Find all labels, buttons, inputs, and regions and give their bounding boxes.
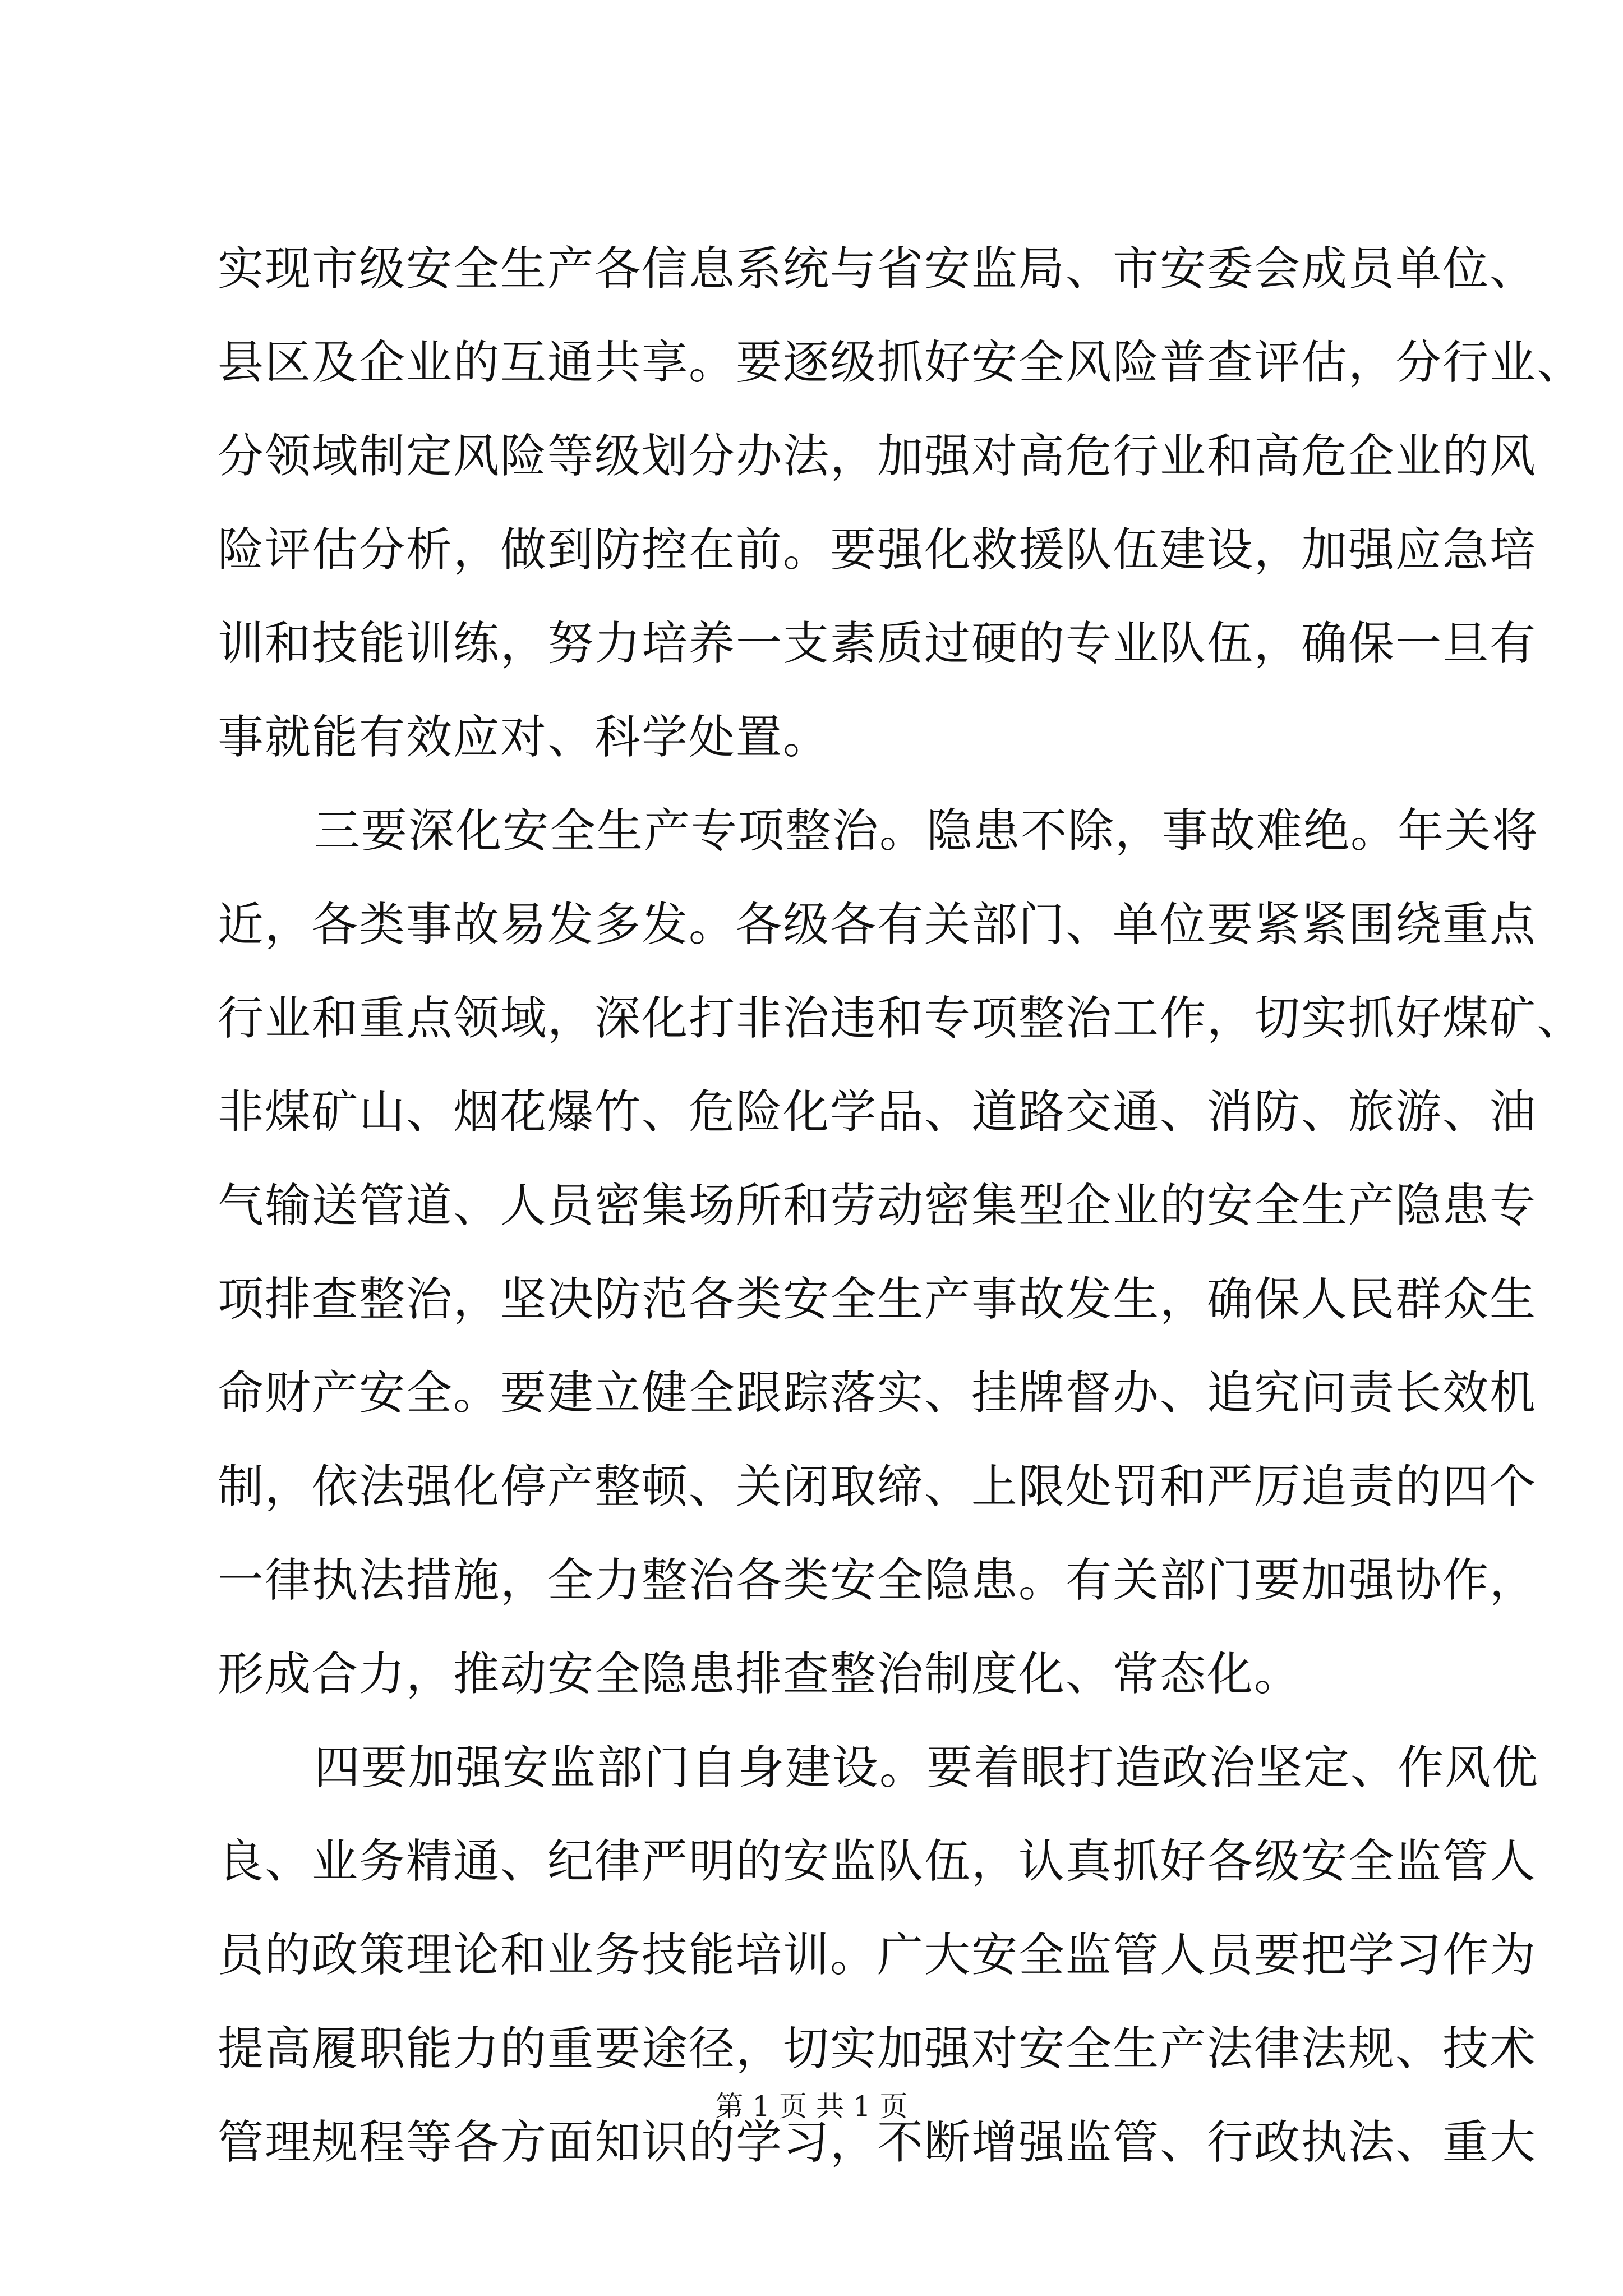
document-body xyxy=(218,222,1584,2189)
text-line: 近，各类事故易发多发。各级各有关部门、单位要紧紧围绕重点 xyxy=(218,898,1537,951)
text-line: 训和技能训练，努力培养一支素质过硬的专业队伍，确保一旦有 xyxy=(218,617,1537,670)
text-line: 非煤矿山、烟花爆竹、危险化学品、道路交通、消防、旅游、油 xyxy=(218,1085,1537,1139)
text-line: 管理规程等各方面知识的学习，不断增强监管、行政执法、重大 xyxy=(218,2116,1537,2169)
text-line: 员的政策理论和业务技能培训。广大安全监管人员要把学习作为 xyxy=(218,1929,1537,1982)
text-line: 一律执法措施，全力整治各类安全隐患。有关部门要加强协作， xyxy=(218,1554,1537,1607)
text-line: 提高履职能力的重要途径，切实加强对安全生产法律法规、技术 xyxy=(218,2022,1537,2076)
text-line: 命财产安全。要建立健全跟踪落实、挂牌督办、追究问责长效机 xyxy=(218,1366,1537,1420)
text-line: 形成合力，推动安全隐患排查整治制度化、常态化。 xyxy=(218,1648,1302,1701)
text-line: 行业和重点领域，深化打非治违和专项整治工作，切实抓好煤矿、 xyxy=(218,992,1584,1045)
text-line: 项排查整治，坚决防范各类安全生产事故发生，确保人民群众生 xyxy=(218,1273,1537,1326)
paragraph-first-line: 四要加强安监部门自身建设。要着眼打造政治坚定、作风优 xyxy=(314,1741,1539,1795)
text-line: 良、业务精通、纪律严明的安监队伍，认真抓好各级安全监管人 xyxy=(218,1835,1537,1888)
text-line: 险评估分析，做到防控在前。要强化救援队伍建设，加强应急培 xyxy=(218,523,1537,577)
text-line: 实现市级安全生产各信息系统与省安监局、市安委会成员单位、 xyxy=(218,242,1537,296)
text-line: 制，依法强化停产整顿、关闭取缔、上限处罚和严厉追责的四个 xyxy=(218,1460,1537,1513)
text-line: 事就能有效应对、科学处置。 xyxy=(218,711,831,764)
text-line: 分领域制定风险等级划分办法，加强对高危行业和高危企业的风 xyxy=(218,430,1537,483)
page-footer: 第 1 页 共 1 页 xyxy=(715,2090,908,2123)
text-line: 气输送管道、人员密集场所和劳动密集型企业的安全生产隐患专 xyxy=(218,1179,1537,1232)
paragraph-first-line: 三要深化安全生产专项整治。隐患不除，事故难绝。年关将 xyxy=(314,804,1539,858)
text-line: 县区及企业的互通共享。要逐级抓好安全风险普查评估，分行业、 xyxy=(218,336,1584,389)
